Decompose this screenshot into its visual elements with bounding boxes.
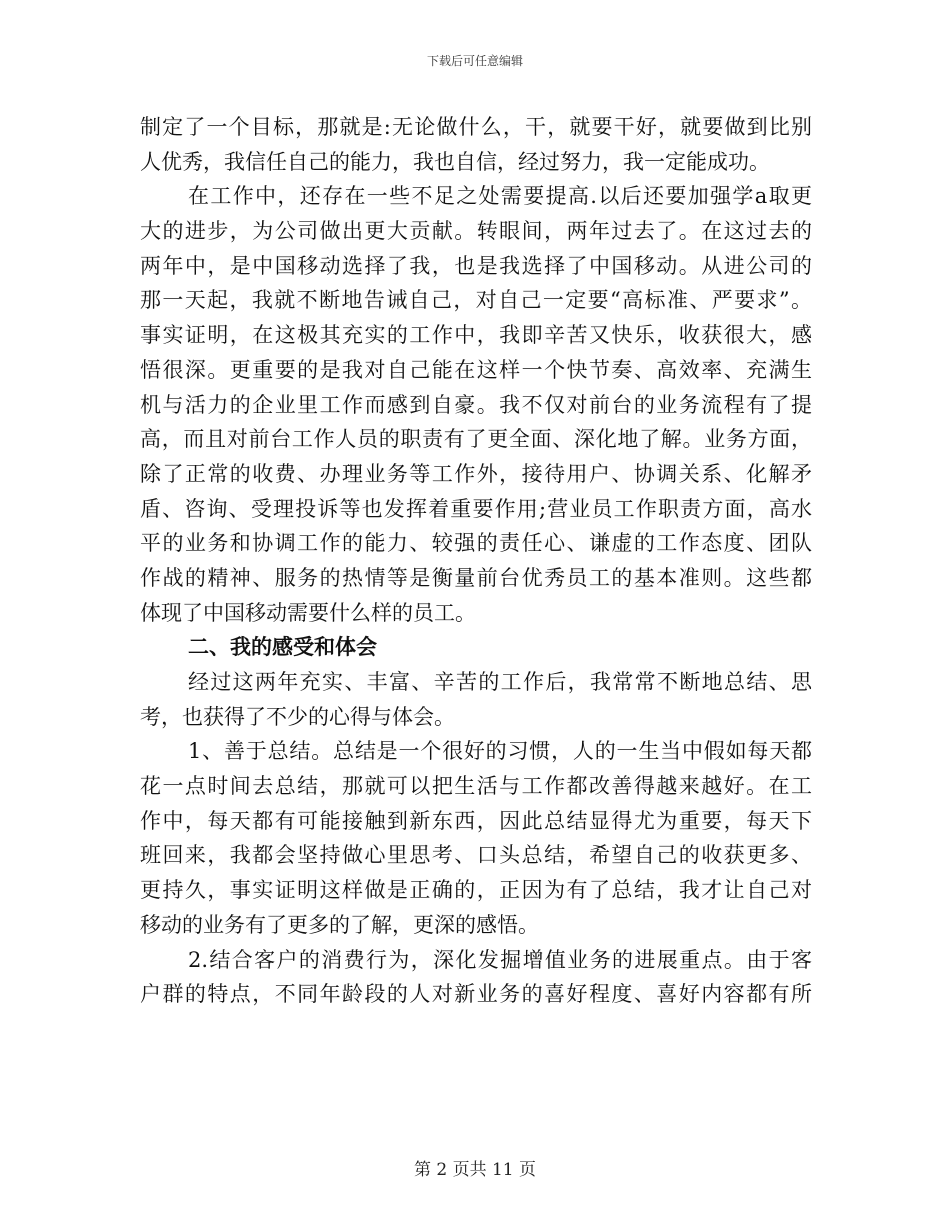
text-line: 两年中，是中国移动选择了我，也是我选择了中国移动。从进公司的 <box>140 253 812 278</box>
page-number: 第 2 页共 11 页 <box>413 1160 537 1180</box>
text-line: 更持久，事实证明这样做是正确的，正因为有了总结，我才让自己对 <box>140 878 812 903</box>
text-line: 考，也获得了不少的心得与体会。 <box>140 704 455 729</box>
text-line: 户群的特点，不同年龄段的人对新业务的喜好程度、喜好内容都有所 <box>140 982 812 1007</box>
text-line: 移动的业务有了更多的了解，更深的感悟。 <box>140 912 539 937</box>
text-line: 经过这两年充实、丰富、辛苦的工作后，我常常不断地总结、思 <box>188 670 812 694</box>
text-line: 在工作中，还存在一些不足之处需要提高.以后还要加强学a取更 <box>188 184 812 209</box>
text-line: 盾、咨询、受理投诉等也发挥着重要作用;营业员工作职责方面，高水 <box>140 496 812 521</box>
text-line: 人优秀，我信任自己的能力，我也自信，经过努力，我一定能成功。 <box>140 149 770 174</box>
text-line: 1、善于总结。总结是一个很好的习惯，人的一生当中假如每天都 <box>188 739 812 764</box>
page-header: 下载后可任意编辑 <box>426 54 523 68</box>
text-line: 大的进步，为公司做出更大贡献。转眼间，两年过去了。在这过去的 <box>140 219 812 244</box>
text-line: 高，而且对前台工作人员的职责有了更全面、深化地了解。业务方面， <box>140 427 812 452</box>
text-line: 那一天起，我就不断地告诫自己，对自己一定要“高标准、严要求”。 <box>140 288 812 313</box>
text-line: 除了正常的收费、办理业务等工作外，接待用户、协调关系、化解矛 <box>140 461 812 486</box>
section-heading: 二、我的感受和体会 <box>188 634 377 660</box>
text-line: 平的业务和协调工作的能力、较强的责任心、谦虚的工作态度、团队 <box>140 531 812 556</box>
text-line: 花一点时间去总结，那就可以把生活与工作都改善得越来越好。在工 <box>140 774 812 799</box>
text-line: 事实证明，在这极其充实的工作中，我即辛苦又快乐，收获很大，感 <box>140 323 812 348</box>
text-line: 2.结合客户的消费行为，深化发掘增值业务的进展重点。由于客 <box>188 947 812 972</box>
text-line: 悟很深。更重要的是我对自己能在这样一个快节奏、高效率、充满生 <box>140 357 812 382</box>
text-line: 制定了一个目标，那就是:无论做什么，干，就要干好，就要做到比别 <box>140 115 812 139</box>
text-line: 作战的精神、服务的热情等是衡量前台优秀员工的基本准则。这些都 <box>140 565 812 590</box>
text-line: 体现了中国移动需要什么样的员工。 <box>140 600 476 625</box>
document-body <box>140 110 812 1012</box>
text-line: 机与活力的企业里工作而感到自豪。我不仅对前台的业务流程有了提 <box>140 392 812 417</box>
text-line: 作中，每天都有可能接触到新东西，因此总结显得尤为重要，每天下 <box>140 808 812 833</box>
text-line: 班回来，我都会坚持做心里思考、口头总结，希望自己的收获更多、 <box>140 843 812 868</box>
